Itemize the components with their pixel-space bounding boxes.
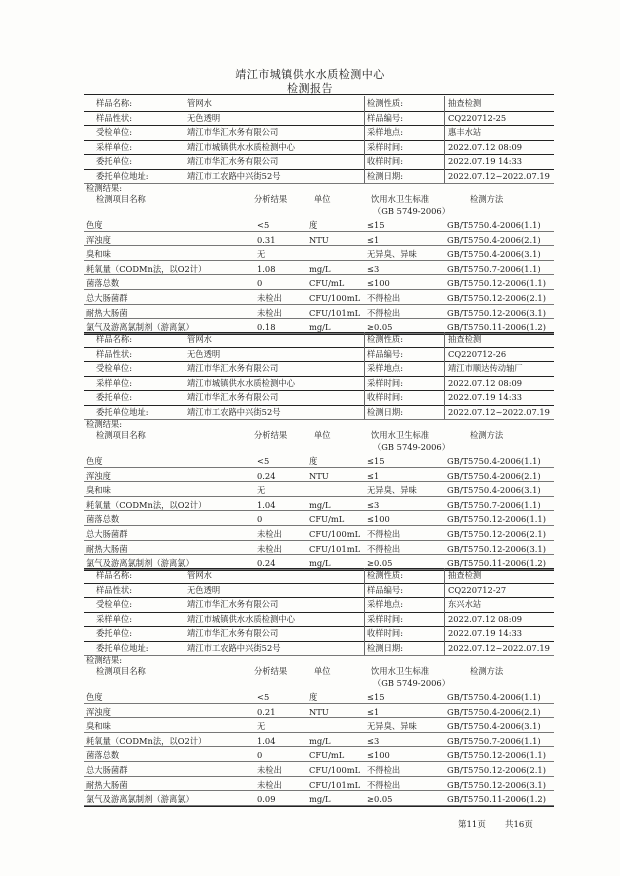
row-item: 氯气及游离氯制剂（游离氯） [86, 794, 194, 805]
column-unit: 单位 [314, 194, 331, 204]
info-rule [84, 641, 554, 642]
column-unit: 单位 [314, 430, 331, 440]
info-rule [84, 111, 554, 112]
sample-name-label: 样品名称: [96, 334, 132, 344]
row-unit: CFU/100mL [309, 293, 361, 303]
sample-character-label: 样品性状: [96, 584, 132, 595]
column-standard-ref: （GB 5749-2006） [373, 206, 450, 216]
commissioning-unit-label: 委托单位: [96, 628, 132, 638]
column-standard-ref: （GB 5749-2006） [373, 678, 450, 688]
row-method: GB/T5750.12-2006(3.1) [447, 543, 546, 554]
row-result: 0.24 [257, 558, 276, 569]
row-rule [84, 231, 554, 232]
row-method: GB/T5750.12-2006(3.1) [447, 779, 546, 790]
row-method: GB/T5750.12-2006(1.1) [447, 750, 546, 761]
sampling-location-value: 靖江市顺达传动轴厂 [448, 363, 523, 373]
sample-name-label: 样品名称: [96, 570, 132, 580]
row-method: GB/T5750.7-2006(1.1) [447, 735, 541, 746]
info-rule [84, 655, 554, 656]
commissioning-unit-value: 靖江市华汇水务有限公司 [187, 628, 279, 638]
row-rule [84, 790, 554, 791]
info-divider [364, 568, 365, 655]
receiving-time-value: 2022.07.19 14:33 [448, 628, 523, 638]
row-unit: CFU/mL [309, 750, 345, 761]
row-result: 无 [257, 249, 266, 260]
test-nature-value: 抽查检测 [448, 570, 482, 580]
row-result: <5 [257, 692, 270, 702]
row-standard: ≥0.05 [367, 794, 393, 805]
row-rule [84, 732, 554, 733]
results-label: 检测结果: [86, 183, 122, 193]
page-total: 共16页 [505, 820, 533, 830]
row-unit: CFU/100mL [309, 765, 361, 775]
sample-name-value: 管网水 [187, 334, 212, 344]
row-rule [84, 776, 554, 777]
row-rule [84, 703, 554, 704]
row-item: 臭和味 [86, 485, 111, 496]
row-standard: ≤15 [367, 456, 385, 466]
row-result: 未检出 [257, 765, 282, 775]
row-standard: ≤100 [367, 750, 390, 761]
column-method: 检测方法 [470, 430, 504, 440]
testing-date-value: 2022.07.12~2022.07.19 [448, 642, 550, 653]
info-rule [84, 612, 554, 613]
sampling-time-label: 采样时间: [367, 377, 403, 388]
sampling-unit-value: 靖江市城镇供水水质检测中心 [187, 613, 295, 624]
row-item: 菌落总数 [86, 750, 120, 761]
sample-name-value: 管网水 [187, 98, 212, 108]
sampling-location-label: 采样地点: [367, 127, 403, 137]
sample-character-label: 样品性状: [96, 348, 132, 359]
row-standard: ≥0.05 [367, 558, 393, 569]
test-nature-value: 抽查检测 [448, 98, 482, 108]
row-item: 耗氧量（CODMn法，以O2计） [86, 735, 207, 746]
commissioning-unit-value: 靖江市华汇水务有限公司 [187, 392, 279, 402]
sample-character-label: 样品性状: [96, 112, 132, 123]
row-unit: mg/L [309, 735, 331, 746]
row-unit: 度 [309, 456, 318, 466]
column-standard-ref: （GB 5749-2006） [373, 442, 450, 452]
report-subtitle: 检测报告 [287, 82, 333, 95]
info-rule [84, 154, 554, 155]
column-result: 分析结果 [254, 666, 288, 676]
row-method: GB/T5750.4-2006(2.1) [447, 706, 541, 717]
row-unit: CFU/100mL [309, 529, 361, 539]
info-divider [444, 332, 445, 419]
testing-date-label: 检测日期: [367, 406, 403, 417]
column-standard: 饮用水卫生标准 [371, 194, 430, 204]
row-result: 0.21 [257, 706, 276, 717]
row-standard: 不得检出 [367, 307, 401, 318]
info-rule [84, 419, 554, 420]
sample-number-value: CQ220712-25 [448, 112, 507, 123]
sampling-unit-value: 靖江市城镇供水水质检测中心 [187, 377, 295, 388]
row-method: GB/T5750.4-2006(3.1) [447, 721, 541, 732]
row-item: 浑浊度 [86, 470, 111, 481]
row-result: <5 [257, 456, 270, 466]
row-item: 氯气及游离氯制剂（游离氯） [86, 322, 194, 333]
row-item: 氯气及游离氯制剂（游离氯） [86, 558, 194, 569]
sampling-time-value: 2022.07.12 08:09 [448, 613, 523, 624]
commissioning-address-value: 靖江市工农路中兴街52号 [187, 642, 281, 653]
entrusted-unit-label: 受检单位: [96, 363, 132, 373]
testing-date-label: 检测日期: [367, 170, 403, 181]
row-standard: ≤1 [367, 470, 380, 481]
row-unit: CFU/mL [309, 514, 345, 525]
info-rule [84, 626, 554, 627]
row-standard: 无异臭、异味 [367, 721, 417, 732]
sampling-unit-label: 采样单位: [96, 377, 132, 388]
row-standard: ≤100 [367, 278, 390, 289]
row-unit: mg/L [309, 794, 331, 805]
receiving-time-value: 2022.07.19 14:33 [448, 392, 523, 402]
row-item: 耗氧量（CODMn法，以O2计） [86, 263, 207, 274]
row-unit: NTU [309, 706, 329, 717]
row-item: 总大肠菌群 [86, 293, 128, 303]
row-standard: ≤3 [367, 499, 380, 510]
row-standard: ≤15 [367, 692, 385, 702]
row-item: 菌落总数 [86, 278, 120, 289]
row-standard: 不得检出 [367, 529, 401, 539]
row-rule [84, 481, 554, 482]
commissioning-unit-value: 靖江市华汇水务有限公司 [187, 156, 279, 166]
entrusted-unit-label: 受检单位: [96, 127, 132, 137]
commissioning-address-value: 靖江市工农路中兴街52号 [187, 170, 281, 181]
row-rule [84, 245, 554, 246]
row-rule [84, 274, 554, 275]
receiving-time-label: 收样时间: [367, 392, 403, 402]
info-rule [84, 376, 554, 377]
row-standard: 不得检出 [367, 293, 401, 303]
info-rule [84, 390, 554, 391]
info-rule [84, 583, 554, 584]
row-method: GB/T5750.4-2006(2.1) [447, 470, 541, 481]
row-result: 0.31 [257, 234, 276, 245]
row-method: GB/T5750.4-2006(1.1) [447, 456, 541, 466]
row-item: 浑浊度 [86, 706, 111, 717]
sample-number-value: CQ220712-26 [448, 348, 507, 359]
row-result: 未检出 [257, 779, 282, 790]
info-divider [364, 96, 365, 183]
info-rule [84, 169, 554, 170]
results-label: 检测结果: [86, 655, 122, 665]
row-unit: 度 [309, 692, 318, 702]
row-item: 臭和味 [86, 249, 111, 260]
block-end-rule [84, 806, 554, 807]
row-method: GB/T5750.12-2006(2.1) [447, 765, 546, 775]
row-method: GB/T5750.4-2006(1.1) [447, 220, 541, 230]
row-result: 0 [257, 514, 263, 525]
column-item: 检测项目名称 [96, 194, 146, 204]
receiving-time-label: 收样时间: [367, 156, 403, 166]
sample-number-label: 样品编号: [367, 584, 403, 595]
row-method: GB/T5750.4-2006(1.1) [447, 692, 541, 702]
commissioning-address-label: 委托单位地址: [96, 642, 149, 653]
info-rule [84, 347, 554, 348]
row-rule [84, 318, 554, 319]
sampling-location-label: 采样地点: [367, 363, 403, 373]
info-rule [84, 361, 554, 362]
row-method: GB/T5750.11-2006(1.2) [447, 794, 546, 805]
row-unit: CFU/101mL [309, 307, 361, 318]
info-divider [364, 332, 365, 419]
row-item: 耐热大肠菌 [86, 307, 128, 318]
sampling-time-label: 采样时间: [367, 141, 403, 152]
entrusted-unit-value: 靖江市华汇水务有限公司 [187, 127, 279, 137]
row-result: 未检出 [257, 293, 282, 303]
test-nature-value: 抽查检测 [448, 334, 482, 344]
row-method: GB/T5750.4-2006(3.1) [447, 249, 541, 260]
row-standard: 无异臭、异味 [367, 485, 417, 496]
page-number: 第11页 [458, 820, 486, 830]
row-rule [84, 761, 554, 762]
info-rule [84, 183, 554, 184]
sampling-location-value: 惠丰水站 [448, 127, 482, 137]
row-item: 耗氧量（CODMn法，以O2计） [86, 499, 207, 510]
sampling-location-label: 采样地点: [367, 599, 403, 609]
info-divider [444, 96, 445, 183]
info-rule [84, 332, 554, 333]
row-unit: NTU [309, 470, 329, 481]
row-item: 色度 [86, 220, 103, 230]
row-unit: mg/L [309, 558, 331, 569]
row-result: 0.09 [257, 794, 276, 805]
row-standard: ≤100 [367, 514, 390, 525]
receiving-time-value: 2022.07.19 14:33 [448, 156, 523, 166]
row-standard: ≤3 [367, 263, 380, 274]
row-rule [84, 289, 554, 290]
info-divider [444, 568, 445, 655]
row-standard: 不得检出 [367, 779, 401, 790]
sample-number-value: CQ220712-27 [448, 584, 507, 595]
row-rule [84, 304, 554, 305]
row-rule [84, 525, 554, 526]
column-result: 分析结果 [254, 430, 288, 440]
row-method: GB/T5750.12-2006(2.1) [447, 529, 546, 539]
row-result: <5 [257, 220, 270, 230]
column-method: 检测方法 [470, 666, 504, 676]
row-rule [84, 540, 554, 541]
row-standard: 无异臭、异味 [367, 249, 417, 260]
row-unit: 度 [309, 220, 318, 230]
row-unit: CFU/mL [309, 278, 345, 289]
row-unit: NTU [309, 234, 329, 245]
row-unit: mg/L [309, 322, 331, 333]
row-unit: CFU/101mL [309, 779, 361, 790]
row-unit: mg/L [309, 263, 331, 274]
row-result: 0 [257, 278, 263, 289]
row-unit: CFU/101mL [309, 543, 361, 554]
row-item: 浑浊度 [86, 234, 111, 245]
row-standard: ≤3 [367, 735, 380, 746]
row-method: GB/T5750.12-2006(2.1) [447, 293, 546, 303]
column-item: 检测项目名称 [96, 666, 146, 676]
row-result: 未检出 [257, 307, 282, 318]
column-item: 检测项目名称 [96, 430, 146, 440]
row-method: GB/T5750.12-2006(1.1) [447, 278, 546, 289]
row-item: 耐热大肠菌 [86, 779, 128, 790]
row-method: GB/T5750.12-2006(1.1) [447, 514, 546, 525]
row-method: GB/T5750.7-2006(1.1) [447, 263, 541, 274]
row-rule [84, 554, 554, 555]
testing-date-value: 2022.07.12~2022.07.19 [448, 170, 550, 181]
row-item: 菌落总数 [86, 514, 120, 525]
test-nature-label: 检测性质: [367, 98, 403, 108]
info-rule [84, 140, 554, 141]
commissioning-address-label: 委托单位地址: [96, 170, 149, 181]
sample-character-value: 无色透明 [187, 112, 221, 123]
results-label: 检测结果: [86, 419, 122, 429]
row-method: GB/T5750.12-2006(3.1) [447, 307, 546, 318]
column-standard: 饮用水卫生标准 [371, 430, 430, 440]
sampling-unit-value: 靖江市城镇供水水质检测中心 [187, 141, 295, 152]
sampling-unit-label: 采样单位: [96, 613, 132, 624]
row-standard: ≤15 [367, 220, 385, 230]
row-result: 无 [257, 721, 266, 732]
column-result: 分析结果 [254, 194, 288, 204]
row-rule [84, 717, 554, 718]
row-result: 1.08 [257, 263, 276, 274]
commissioning-address-label: 委托单位地址: [96, 406, 149, 417]
entrusted-unit-label: 受检单位: [96, 599, 132, 609]
row-standard: 不得检出 [367, 543, 401, 554]
row-standard: ≤1 [367, 234, 380, 245]
row-result: 未检出 [257, 543, 282, 554]
row-item: 色度 [86, 456, 103, 466]
row-item: 臭和味 [86, 721, 111, 732]
row-result: 0.18 [257, 322, 276, 333]
sampling-time-value: 2022.07.12 08:09 [448, 377, 523, 388]
row-rule [84, 496, 554, 497]
info-rule [84, 568, 554, 569]
report-title: 靖江市城镇供水水质检测中心 [235, 68, 385, 81]
row-method: GB/T5750.11-2006(1.2) [447, 322, 546, 333]
row-method: GB/T5750.4-2006(3.1) [447, 485, 541, 496]
row-standard: ≥0.05 [367, 322, 393, 333]
sample-character-value: 无色透明 [187, 348, 221, 359]
sample-number-label: 样品编号: [367, 112, 403, 123]
row-result: 1.04 [257, 499, 276, 510]
row-standard: 不得检出 [367, 765, 401, 775]
sample-character-value: 无色透明 [187, 584, 221, 595]
row-rule [84, 746, 554, 747]
row-result: 0.24 [257, 470, 276, 481]
sampling-time-value: 2022.07.12 08:09 [448, 141, 523, 152]
row-method: GB/T5750.4-2006(2.1) [447, 234, 541, 245]
commissioning-unit-label: 委托单位: [96, 156, 132, 166]
row-method: GB/T5750.11-2006(1.2) [447, 558, 546, 569]
row-item: 耐热大肠菌 [86, 543, 128, 554]
row-item: 总大肠菌群 [86, 765, 128, 775]
row-standard: ≤1 [367, 706, 380, 717]
column-standard: 饮用水卫生标准 [371, 666, 430, 676]
receiving-time-label: 收样时间: [367, 628, 403, 638]
sample-name-label: 样品名称: [96, 98, 132, 108]
column-method: 检测方法 [470, 194, 504, 204]
sampling-location-value: 东兴水站 [448, 599, 482, 609]
row-rule [84, 467, 554, 468]
row-result: 0 [257, 750, 263, 761]
sample-number-label: 样品编号: [367, 348, 403, 359]
row-item: 色度 [86, 692, 103, 702]
info-rule [84, 597, 554, 598]
row-rule [84, 510, 554, 511]
info-rule [84, 125, 554, 126]
row-item: 总大肠菌群 [86, 529, 128, 539]
sampling-time-label: 采样时间: [367, 613, 403, 624]
entrusted-unit-value: 靖江市华汇水务有限公司 [187, 363, 279, 373]
row-result: 无 [257, 485, 266, 496]
info-rule [84, 405, 554, 406]
testing-date-label: 检测日期: [367, 642, 403, 653]
commissioning-address-value: 靖江市工农路中兴街52号 [187, 406, 281, 417]
entrusted-unit-value: 靖江市华汇水务有限公司 [187, 599, 279, 609]
test-nature-label: 检测性质: [367, 570, 403, 580]
test-nature-label: 检测性质: [367, 334, 403, 344]
sample-name-value: 管网水 [187, 570, 212, 580]
commissioning-unit-label: 委托单位: [96, 392, 132, 402]
sampling-unit-label: 采样单位: [96, 141, 132, 152]
row-result: 未检出 [257, 529, 282, 539]
row-rule [84, 260, 554, 261]
row-method: GB/T5750.7-2006(1.1) [447, 499, 541, 510]
row-unit: mg/L [309, 499, 331, 510]
column-unit: 单位 [314, 666, 331, 676]
row-result: 1.04 [257, 735, 276, 746]
testing-date-value: 2022.07.12~2022.07.19 [448, 406, 550, 417]
